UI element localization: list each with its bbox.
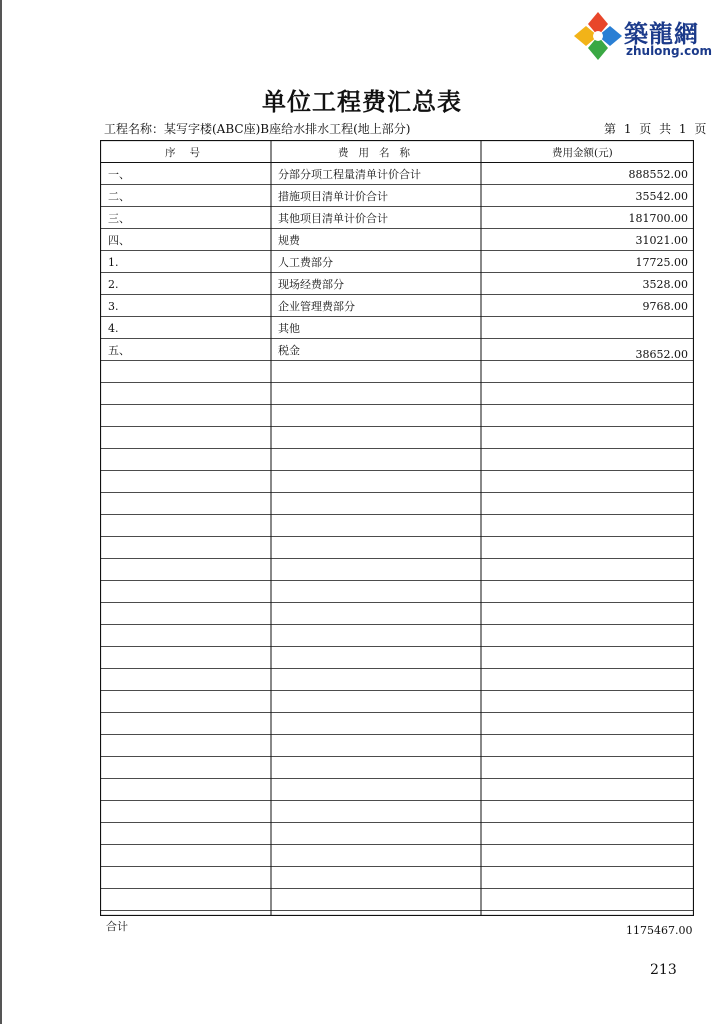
header-name: 费用名称 [338, 147, 420, 159]
row-amount: 181700.00 [628, 212, 688, 225]
page-info: 第 1 页 共 1 页 [604, 122, 707, 136]
row-name: 税金 [278, 344, 300, 357]
table-row [100, 274, 694, 296]
header-no: 序号 [165, 147, 214, 159]
row-no: 3. [108, 300, 119, 313]
row-amount: 888552.00 [628, 168, 688, 181]
table-row [100, 252, 694, 274]
table-row [100, 186, 694, 208]
row-name: 现场经费部分 [278, 278, 344, 291]
logo-diamond-icon [572, 10, 624, 62]
row-no: 五、 [108, 344, 130, 357]
row-amount: 38652.00 [635, 348, 688, 361]
page-number: 213 [650, 962, 677, 978]
logo-site: zhulong.com [626, 44, 712, 58]
row-amount: 17725.00 [635, 256, 688, 269]
row-name: 规费 [278, 234, 300, 247]
table-row [100, 208, 694, 230]
cost-summary-table [100, 140, 694, 916]
table-row [100, 318, 694, 340]
row-no: 三、 [108, 212, 130, 225]
total-label: 合计 [106, 920, 128, 933]
table-row [100, 230, 694, 252]
row-name: 分部分项工程量清单计价合计 [278, 168, 421, 181]
table-row [100, 296, 694, 318]
table-row [100, 340, 694, 362]
row-no: 二、 [108, 190, 130, 203]
row-no: 4. [108, 322, 119, 335]
zhulong-logo [572, 8, 712, 64]
row-amount: 31021.00 [635, 234, 688, 247]
logo-name-cn: 築龍網 [624, 19, 699, 48]
scan-edge [0, 0, 2, 1024]
row-name: 人工费部分 [278, 256, 333, 269]
table-header-row [100, 142, 694, 164]
row-no: 1. [108, 256, 119, 269]
table-row [100, 164, 694, 186]
total-value: 1175467.00 [626, 924, 693, 937]
page-title: 单位工程费汇总表 [262, 87, 462, 116]
row-no: 2. [108, 278, 119, 291]
project-name: 工程名称：某写字楼(ABC座)B座给水排水工程(地上部分) [104, 122, 411, 136]
row-name: 其他 [278, 322, 300, 335]
row-amount: 35542.00 [635, 190, 688, 203]
row-name: 措施项目清单计价合计 [278, 190, 388, 203]
header-amount: 费用金额(元) [552, 147, 613, 159]
row-no: 四、 [108, 234, 130, 247]
row-no: 一、 [108, 168, 130, 181]
row-name: 其他项目清单计价合计 [278, 212, 388, 225]
row-amount: 3528.00 [642, 278, 688, 291]
row-name: 企业管理费部分 [278, 300, 355, 313]
row-amount: 9768.00 [642, 300, 688, 313]
